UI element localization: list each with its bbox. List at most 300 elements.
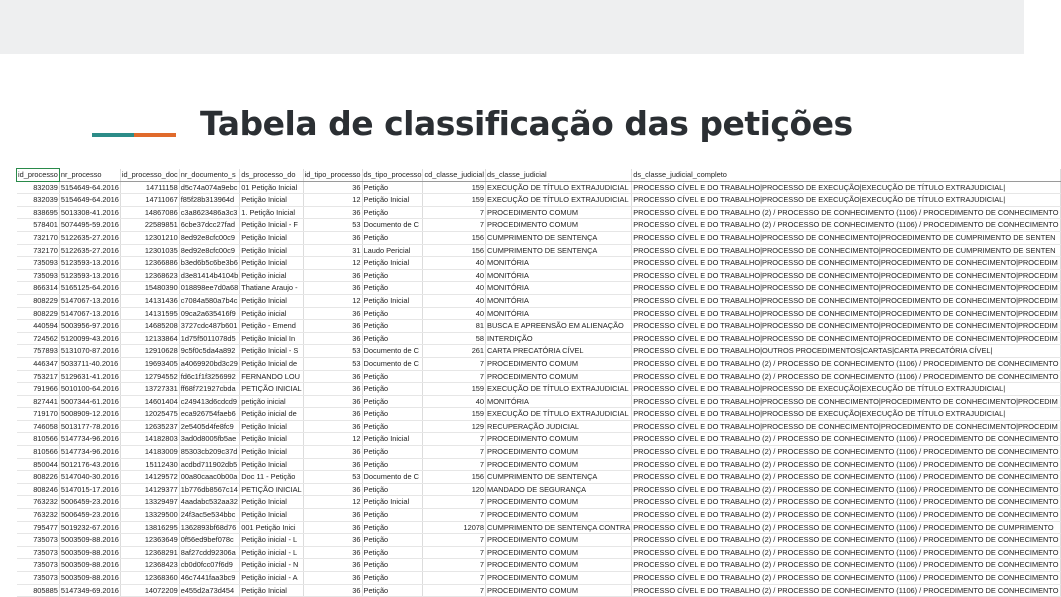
table-cell[interactable]: PROCESSO CÍVEL E DO TRABALHO (2) / PROCESSO DE CONHECIMENTO (1106) / PROCEDIMENTO DE CONHECIMENTO xyxy=(632,559,1060,572)
table-cell[interactable]: 12635237 xyxy=(120,420,179,433)
column-header[interactable]: ds_classe_judicial_completo xyxy=(632,169,1060,182)
table-cell[interactable]: 36 xyxy=(303,408,362,421)
table-cell[interactable]: 795477 xyxy=(17,521,60,534)
table-cell[interactable]: PROCESSO CÍVEL E DO TRABALHO (2) / PROCESSO DE CONHECIMENTO (1106) / PROCEDIMENTO DE CONHECIMENTO xyxy=(632,483,1060,496)
column-header[interactable]: ds_processo_do xyxy=(240,169,303,182)
table-cell[interactable]: 19693405 xyxy=(120,357,179,370)
table-cell[interactable]: Petição inicial - L xyxy=(240,534,303,547)
table-cell[interactable]: 5010100-64.2016 xyxy=(59,383,120,396)
table-cell[interactable]: 36 xyxy=(303,383,362,396)
table-cell[interactable]: 36 xyxy=(303,483,362,496)
table-cell[interactable]: 36 xyxy=(303,446,362,459)
table-cell[interactable]: 14131436 xyxy=(120,294,179,307)
table-cell[interactable]: 7 xyxy=(423,370,486,383)
table-cell[interactable]: 832039 xyxy=(17,194,60,207)
table-cell[interactable]: 5003509-88.2016 xyxy=(59,546,120,559)
table-cell[interactable]: 7 xyxy=(423,584,486,597)
table-cell[interactable]: 827441 xyxy=(17,395,60,408)
table-cell[interactable]: Petição xyxy=(362,206,423,219)
table-cell[interactable]: 001 Petição Inici xyxy=(240,521,303,534)
table-cell[interactable]: 14129572 xyxy=(120,471,179,484)
table-cell[interactable]: CARTA PRECATÓRIA CÍVEL xyxy=(486,345,632,358)
table-cell[interactable]: Petição xyxy=(362,420,423,433)
table-cell[interactable]: Petição Inicial xyxy=(362,257,423,270)
table-cell[interactable]: 5003509-88.2016 xyxy=(59,572,120,585)
table-cell[interactable]: 810566 xyxy=(17,446,60,459)
table-cell[interactable]: 12 xyxy=(303,294,362,307)
table-cell[interactable]: PROCESSO CÍVEL E DO TRABALHO (2) / PROCESSO DE CONHECIMENTO (1106) / PROCEDIMENTO DE CONHECIMENTO xyxy=(632,496,1060,509)
table-cell[interactable]: FERNANDO LOU xyxy=(240,370,303,383)
table-cell[interactable]: 5123593-13.2016 xyxy=(59,257,120,270)
table-cell[interactable]: CUMPRIMENTO DE SENTENÇA xyxy=(486,231,632,244)
table-cell[interactable]: 12368623 xyxy=(120,269,179,282)
table-cell[interactable]: 735073 xyxy=(17,559,60,572)
table-cell[interactable]: 36 xyxy=(303,269,362,282)
table-cell[interactable]: b3ed6b5c6be3b6 xyxy=(179,257,240,270)
table-cell[interactable]: EXECUÇÃO DE TÍTULO EXTRAJUDICIAL xyxy=(486,408,632,421)
table-cell[interactable]: 14867086 xyxy=(120,206,179,219)
table-cell[interactable]: Petição inicial - N xyxy=(240,559,303,572)
table-cell[interactable]: 735093 xyxy=(17,269,60,282)
table-cell[interactable]: Petição Inicial xyxy=(240,509,303,522)
table-cell[interactable]: 12133864 xyxy=(120,332,179,345)
table-cell[interactable]: PROCEDIMENTO COMUM xyxy=(486,433,632,446)
table-cell[interactable]: 36 xyxy=(303,307,362,320)
table-cell[interactable]: Laudo Pericial xyxy=(362,244,423,257)
table-cell[interactable]: PROCESSO CÍVEL E DO TRABALHO (2) / PROCESSO DE CONHECIMENTO (1106) / PROCEDIMENTO DE CONHECIMENTO xyxy=(632,219,1060,232)
table-cell[interactable]: c249413d6cdcd9 xyxy=(179,395,240,408)
table-cell[interactable]: 36 xyxy=(303,458,362,471)
table-cell[interactable]: 5154649-64.2016 xyxy=(59,194,120,207)
column-header[interactable]: cd_classe_judicial xyxy=(423,169,486,182)
table-cell[interactable]: 6cbe37dcc27fad xyxy=(179,219,240,232)
table-cell[interactable]: Petição xyxy=(362,509,423,522)
table-cell[interactable]: 5012176-43.2016 xyxy=(59,458,120,471)
table-cell[interactable]: 5147067-13.2016 xyxy=(59,294,120,307)
table-cell[interactable]: 13329497 xyxy=(120,496,179,509)
table-cell[interactable]: 850044 xyxy=(17,458,60,471)
table-cell[interactable]: PROCEDIMENTO COMUM xyxy=(486,534,632,547)
table-cell[interactable]: PROCESSO CÍVEL E DO TRABALHO|PROCESSO DE CONHECIMENTO|PROCEDIMENTO DE CONHECIMENTO|PROCEDIM xyxy=(632,269,1060,282)
table-cell[interactable]: 5147015-17.2016 xyxy=(59,483,120,496)
table-cell[interactable]: 763232 xyxy=(17,509,60,522)
table-cell[interactable]: 5019232-67.2016 xyxy=(59,521,120,534)
table-cell[interactable]: PROCESSO CÍVEL E DO TRABALHO (2) / PROCESSO DE CONHECIMENTO (1106) / PROCEDIMENTO DE CONHECIMENTO xyxy=(632,458,1060,471)
table-cell[interactable]: 12368360 xyxy=(120,572,179,585)
table-cell[interactable]: 12368291 xyxy=(120,546,179,559)
table-cell[interactable]: 440594 xyxy=(17,320,60,333)
table-cell[interactable]: PROCEDIMENTO COMUM xyxy=(486,370,632,383)
table-cell[interactable]: PROCESSO CÍVEL E DO TRABALHO|PROCESSO DE CONHECIMENTO|PROCEDIMENTO DE CONHECIMENTO|PROCEDIM xyxy=(632,332,1060,345)
table-cell[interactable]: PROCESSO CÍVEL E DO TRABALHO (2) / PROCESSO DE CONHECIMENTO (1106) / PROCEDIMENTO DE CUMPRIMENTO xyxy=(632,521,1060,534)
table-cell[interactable]: Petição inicial de xyxy=(240,408,303,421)
table-cell[interactable]: 159 xyxy=(423,383,486,396)
table-cell[interactable]: 763232 xyxy=(17,496,60,509)
table-cell[interactable]: 735073 xyxy=(17,534,60,547)
column-header[interactable]: nr_processo xyxy=(59,169,120,182)
table-cell[interactable]: Doc 11 - Petição xyxy=(240,471,303,484)
table-cell[interactable]: 40 xyxy=(423,269,486,282)
table-cell[interactable]: Petição xyxy=(362,269,423,282)
table-cell[interactable]: PROCEDIMENTO COMUM xyxy=(486,546,632,559)
table-cell[interactable]: cb0d0fcc07f6d9 xyxy=(179,559,240,572)
table-cell[interactable]: 5147734-96.2016 xyxy=(59,433,120,446)
table-cell[interactable]: Petição xyxy=(362,483,423,496)
column-header[interactable]: id_processo xyxy=(17,169,60,182)
table-cell[interactable]: 36 xyxy=(303,521,362,534)
table-cell[interactable]: 5122635-27.2016 xyxy=(59,244,120,257)
table-cell[interactable]: 866314 xyxy=(17,282,60,295)
table-cell[interactable]: PROCESSO CÍVEL E DO TRABALHO (2) / PROCESSO DE CONHECIMENTO (1106) / PROCEDIMENTO DE CONHECIMENTO xyxy=(632,357,1060,370)
table-cell[interactable]: Petição Inicial xyxy=(362,496,423,509)
table-cell[interactable]: 12301035 xyxy=(120,244,179,257)
table-cell[interactable]: 735093 xyxy=(17,257,60,270)
table-cell[interactable]: CUMPRIMENTO DE SENTENÇA xyxy=(486,471,632,484)
table-cell[interactable]: 7 xyxy=(423,534,486,547)
table-cell[interactable]: 7 xyxy=(423,206,486,219)
table-cell[interactable]: PROCEDIMENTO COMUM xyxy=(486,357,632,370)
table-cell[interactable]: 808226 xyxy=(17,471,60,484)
table-cell[interactable]: Petição xyxy=(362,370,423,383)
table-cell[interactable]: PROCEDIMENTO COMUM xyxy=(486,559,632,572)
table-cell[interactable]: 7 xyxy=(423,446,486,459)
table-cell[interactable]: Petição xyxy=(362,231,423,244)
table-cell[interactable]: 36 xyxy=(303,320,362,333)
table-cell[interactable]: PROCEDIMENTO COMUM xyxy=(486,509,632,522)
table-cell[interactable]: PETIÇÃO INICIAL xyxy=(240,383,303,396)
table-cell[interactable]: 018898ee7d0a68 xyxy=(179,282,240,295)
table-cell[interactable]: MONITÓRIA xyxy=(486,307,632,320)
table-cell[interactable]: 36 xyxy=(303,534,362,547)
table-cell[interactable]: 5013308-41.2016 xyxy=(59,206,120,219)
table-cell[interactable]: PROCESSO CÍVEL E DO TRABALHO|PROCESSO DE CONHECIMENTO|PROCEDIMENTO DE CUMPRIMENTO DE SENTEN xyxy=(632,231,1060,244)
table-cell[interactable]: Petição xyxy=(362,408,423,421)
table-cell[interactable]: 156 xyxy=(423,244,486,257)
table-cell[interactable]: 7 xyxy=(423,546,486,559)
table-cell[interactable]: 12794552 xyxy=(120,370,179,383)
table-cell[interactable]: 261 xyxy=(423,345,486,358)
table-cell[interactable]: Petição inicial - L xyxy=(240,546,303,559)
table-cell[interactable]: Thatiane Araujo - xyxy=(240,282,303,295)
table-cell[interactable]: 805885 xyxy=(17,584,60,597)
table-cell[interactable]: PROCESSO CÍVEL E DO TRABALHO|PROCESSO DE EXECUÇÃO|EXECUÇÃO DE TÍTULO EXTRAJUDICIAL| xyxy=(632,194,1060,207)
table-cell[interactable]: Petição Inicial xyxy=(240,584,303,597)
table-cell[interactable]: 36 xyxy=(303,546,362,559)
table-cell[interactable]: 7 xyxy=(423,219,486,232)
table-cell[interactable]: 7 xyxy=(423,572,486,585)
table-cell[interactable]: PROCESSO CÍVEL E DO TRABALHO (2) / PROCESSO DE CONHECIMENTO (1106) / PROCEDIMENTO DE CONHECIMENTO xyxy=(632,572,1060,585)
table-cell[interactable]: petição inicial xyxy=(240,395,303,408)
table-cell[interactable]: PROCESSO CÍVEL E DO TRABALHO|PROCESSO DE CONHECIMENTO|PROCEDIMENTO DE CONHECIMENTO|PROCEDIM xyxy=(632,282,1060,295)
table-cell[interactable]: 36 xyxy=(303,332,362,345)
table-cell[interactable]: 53 xyxy=(303,345,362,358)
table-cell[interactable]: PROCESSO CÍVEL E DO TRABALHO (2) / PROCESSO DE CONHECIMENTO (1106) / PROCEDIMENTO DE CONHECIMENTO xyxy=(632,370,1060,383)
table-cell[interactable]: 757893 xyxy=(17,345,60,358)
table-cell[interactable]: 9c5f0c5da4a892 xyxy=(179,345,240,358)
table-cell[interactable]: fd6c1f1f3256992 xyxy=(179,370,240,383)
table-cell[interactable]: 7 xyxy=(423,433,486,446)
table-cell[interactable]: 159 xyxy=(423,181,486,194)
table-cell[interactable]: c7084a580a7b4c xyxy=(179,294,240,307)
table-cell[interactable]: 14129377 xyxy=(120,483,179,496)
table-cell[interactable]: 14072209 xyxy=(120,584,179,597)
table-cell[interactable]: 1d75f5011078d5 xyxy=(179,332,240,345)
table-cell[interactable]: Petição Inicial xyxy=(240,458,303,471)
table-cell[interactable]: 791966 xyxy=(17,383,60,396)
table-cell[interactable]: MONITÓRIA xyxy=(486,257,632,270)
table-cell[interactable]: 36 xyxy=(303,370,362,383)
table-cell[interactable]: 14183009 xyxy=(120,446,179,459)
table-cell[interactable]: ff68f721927cbda xyxy=(179,383,240,396)
table-cell[interactable]: f85f28b313964d xyxy=(179,194,240,207)
table-cell[interactable]: 5120099-43.2016 xyxy=(59,332,120,345)
table-cell[interactable]: 3727cdc487b601 xyxy=(179,320,240,333)
table-cell[interactable]: 36 xyxy=(303,181,362,194)
table-cell[interactable]: 12363649 xyxy=(120,534,179,547)
table-cell[interactable]: Petição Inicial xyxy=(362,194,423,207)
table-cell[interactable]: Petição Inicial xyxy=(362,433,423,446)
table-cell[interactable]: Petição Inicial xyxy=(240,420,303,433)
table-cell[interactable]: Petição Inicial xyxy=(362,294,423,307)
table-cell[interactable]: RECUPERAÇÃO JUDICIAL xyxy=(486,420,632,433)
table-cell[interactable]: 40 xyxy=(423,395,486,408)
table-cell[interactable]: 732170 xyxy=(17,231,60,244)
table-cell[interactable]: 36 xyxy=(303,509,362,522)
table-cell[interactable]: PROCEDIMENTO COMUM xyxy=(486,584,632,597)
table-cell[interactable]: 36 xyxy=(303,559,362,572)
table-cell[interactable]: Petição Inicial de xyxy=(240,357,303,370)
table-cell[interactable]: PROCESSO CÍVEL E DO TRABALHO (2) / PROCESSO DE CONHECIMENTO (1106) / PROCEDIMENTO DE CONHECIMENTO xyxy=(632,534,1060,547)
table-cell[interactable]: 5007344-61.2016 xyxy=(59,395,120,408)
table-cell[interactable]: 14601404 xyxy=(120,395,179,408)
table-cell[interactable]: 446347 xyxy=(17,357,60,370)
table-cell[interactable]: PROCESSO CÍVEL E DO TRABALHO (2) / PROCESSO DE CONHECIMENTO (1106) / PROCEDIMENTO DE CONHECIMENTO xyxy=(632,446,1060,459)
table-cell[interactable]: MONITÓRIA xyxy=(486,294,632,307)
table-cell[interactable]: 746058 xyxy=(17,420,60,433)
table-cell[interactable]: MONITÓRIA xyxy=(486,282,632,295)
table-cell[interactable]: Documento de C xyxy=(362,471,423,484)
table-cell[interactable]: CUMPRIMENTO DE SENTENÇA CONTRA xyxy=(486,521,632,534)
table-cell[interactable]: c3a8623486a3c3 xyxy=(179,206,240,219)
table-cell[interactable]: 7 xyxy=(423,458,486,471)
table-cell[interactable]: 8ed92e8cfc00c9 xyxy=(179,244,240,257)
table-cell[interactable]: 53 xyxy=(303,471,362,484)
table-cell[interactable]: 5147067-13.2016 xyxy=(59,307,120,320)
table-cell[interactable]: 15112430 xyxy=(120,458,179,471)
table-cell[interactable]: 5006459-23.2016 xyxy=(59,496,120,509)
table-cell[interactable]: 12910628 xyxy=(120,345,179,358)
table-cell[interactable]: 13329500 xyxy=(120,509,179,522)
table-cell[interactable]: 13727331 xyxy=(120,383,179,396)
table-cell[interactable]: Petição xyxy=(362,572,423,585)
table-cell[interactable]: 36 xyxy=(303,572,362,585)
table-cell[interactable]: 732170 xyxy=(17,244,60,257)
table-cell[interactable]: 2e5405d4fe8fc9 xyxy=(179,420,240,433)
table-cell[interactable]: 5003956-97.2016 xyxy=(59,320,120,333)
table-cell[interactable]: PROCESSO CÍVEL E DO TRABALHO (2) / PROCESSO DE CONHECIMENTO (1106) / PROCEDIMENTO DE CONHECIMENTO xyxy=(632,546,1060,559)
table-cell[interactable]: 735073 xyxy=(17,572,60,585)
table-cell[interactable]: 5147734-96.2016 xyxy=(59,446,120,459)
table-cell[interactable]: 7 xyxy=(423,509,486,522)
table-cell[interactable]: 808229 xyxy=(17,307,60,320)
table-cell[interactable]: 12368423 xyxy=(120,559,179,572)
table-cell[interactable]: PROCESSO CÍVEL E DO TRABALHO|OUTROS PROCEDIMENTOS|CARTAS|CARTA PRECATÓRIA CÍVEL| xyxy=(632,345,1060,358)
table-cell[interactable]: Petição xyxy=(362,446,423,459)
table-cell[interactable]: 14182803 xyxy=(120,433,179,446)
table-cell[interactable]: 81 xyxy=(423,320,486,333)
table-cell[interactable]: MONITÓRIA xyxy=(486,269,632,282)
column-header[interactable]: ds_classe_judicial xyxy=(486,169,632,182)
table-cell[interactable]: 578401 xyxy=(17,219,60,232)
table-cell[interactable]: Petição xyxy=(362,521,423,534)
table-cell[interactable]: EXECUÇÃO DE TÍTULO EXTRAJUDICIAL xyxy=(486,383,632,396)
table-cell[interactable]: 5033711-40.2016 xyxy=(59,357,120,370)
table-cell[interactable]: 7 xyxy=(423,559,486,572)
table-cell[interactable]: PROCEDIMENTO COMUM xyxy=(486,496,632,509)
table-cell[interactable]: Petição xyxy=(362,584,423,597)
table-cell[interactable]: 46c7441faa3bc9 xyxy=(179,572,240,585)
table-cell[interactable]: 838695 xyxy=(17,206,60,219)
table-cell[interactable]: 40 xyxy=(423,307,486,320)
table-cell[interactable]: 12366886 xyxy=(120,257,179,270)
table-cell[interactable]: d3e81414b4104b xyxy=(179,269,240,282)
table-cell[interactable]: PROCEDIMENTO COMUM xyxy=(486,446,632,459)
table-cell[interactable]: Petição xyxy=(362,181,423,194)
table-cell[interactable]: Documento de C xyxy=(362,357,423,370)
table-cell[interactable]: 22589851 xyxy=(120,219,179,232)
table-cell[interactable]: PROCESSO CÍVEL E DO TRABALHO (2) / PROCESSO DE CONHECIMENTO (1106) / PROCEDIMENTO DE CONHECIMENTO xyxy=(632,509,1060,522)
table-cell[interactable]: Petição xyxy=(362,332,423,345)
table-cell[interactable]: 5154649-64.2016 xyxy=(59,181,120,194)
table-cell[interactable]: Petição xyxy=(362,383,423,396)
table-cell[interactable]: 5008909-12.2016 xyxy=(59,408,120,421)
table-cell[interactable]: 156 xyxy=(423,231,486,244)
table-cell[interactable]: 36 xyxy=(303,420,362,433)
table-cell[interactable]: 36 xyxy=(303,395,362,408)
table-cell[interactable]: 12 xyxy=(303,257,362,270)
table-cell[interactable]: MONITÓRIA xyxy=(486,395,632,408)
table-cell[interactable]: 01 Petição Inicial xyxy=(240,181,303,194)
table-cell[interactable]: CUMPRIMENTO DE SENTENÇA xyxy=(486,244,632,257)
table-cell[interactable]: PROCESSO CÍVEL E DO TRABALHO|PROCESSO DE CONHECIMENTO|PROCEDIMENTO DE CONHECIMENTO|PROCEDIM xyxy=(632,307,1060,320)
table-cell[interactable]: 36 xyxy=(303,206,362,219)
table-cell[interactable]: 808229 xyxy=(17,294,60,307)
table-cell[interactable]: Petição Inicial xyxy=(240,496,303,509)
table-cell[interactable]: 5122635-27.2016 xyxy=(59,231,120,244)
column-header[interactable]: id_tipo_processo xyxy=(303,169,362,182)
table-cell[interactable]: 12 xyxy=(303,194,362,207)
table-cell[interactable]: 1b776db8567c14 xyxy=(179,483,240,496)
table-cell[interactable]: PROCEDIMENTO COMUM xyxy=(486,458,632,471)
table-cell[interactable]: PROCESSO CÍVEL E DO TRABALHO|PROCESSO DE CONHECIMENTO|PROCEDIMENTO DE CONHECIMENTO|PROCEDIM xyxy=(632,395,1060,408)
table-cell[interactable]: Petição xyxy=(362,534,423,547)
table-cell[interactable]: 3ad0d8005fb5ae xyxy=(179,433,240,446)
table-cell[interactable]: PROCESSO CÍVEL E DO TRABALHO|PROCESSO DE EXECUÇÃO|EXECUÇÃO DE TÍTULO EXTRAJUDICIAL| xyxy=(632,408,1060,421)
table-cell[interactable]: 810566 xyxy=(17,433,60,446)
table-cell[interactable]: PROCESSO CÍVEL E DO TRABALHO|PROCESSO DE EXECUÇÃO|EXECUÇÃO DE TÍTULO EXTRAJUDICIAL| xyxy=(632,383,1060,396)
table-cell[interactable]: 13816295 xyxy=(120,521,179,534)
table-cell[interactable]: PROCESSO CÍVEL E DO TRABALHO|PROCESSO DE CONHECIMENTO|PROCEDIMENTO DE CONHECIMENTO|PROCEDIM xyxy=(632,294,1060,307)
table-cell[interactable]: Petição xyxy=(362,458,423,471)
column-header[interactable]: id_processo_doc xyxy=(120,169,179,182)
table-cell[interactable]: 8af27cdd92306a xyxy=(179,546,240,559)
table-cell[interactable]: 832039 xyxy=(17,181,60,194)
table-cell[interactable]: 40 xyxy=(423,294,486,307)
table-cell[interactable]: Documento de C xyxy=(362,219,423,232)
table-cell[interactable]: 719170 xyxy=(17,408,60,421)
table-cell[interactable]: PROCESSO CÍVEL E DO TRABALHO|PROCESSO DE CONHECIMENTO|PROCEDIMENTO DE CONHECIMENTO|PROCEDIM xyxy=(632,320,1060,333)
table-cell[interactable]: 753217 xyxy=(17,370,60,383)
table-cell[interactable]: 5147349-69.2016 xyxy=(59,584,120,597)
table-cell[interactable]: 120 xyxy=(423,483,486,496)
table-cell[interactable]: Petição xyxy=(362,559,423,572)
table-cell[interactable]: Documento de C xyxy=(362,345,423,358)
table-cell[interactable]: 5165125-64.2016 xyxy=(59,282,120,295)
table-cell[interactable]: 5147040-30.2016 xyxy=(59,471,120,484)
table-cell[interactable]: Petição inicial - A xyxy=(240,572,303,585)
table-cell[interactable]: 14131595 xyxy=(120,307,179,320)
table-cell[interactable]: 1362893bf68d76 xyxy=(179,521,240,534)
table-cell[interactable]: PETIÇÃO INICIAL xyxy=(240,483,303,496)
column-header[interactable]: ds_tipo_processo xyxy=(362,169,423,182)
table-cell[interactable]: 36 xyxy=(303,231,362,244)
table-cell[interactable]: 159 xyxy=(423,408,486,421)
table-cell[interactable]: 85303cb209c37d xyxy=(179,446,240,459)
table-cell[interactable]: 24f3ac5e534bbc xyxy=(179,509,240,522)
table-cell[interactable]: 5003509-88.2016 xyxy=(59,534,120,547)
table-cell[interactable]: 14685208 xyxy=(120,320,179,333)
table-cell[interactable]: Petição xyxy=(362,395,423,408)
table-cell[interactable]: PROCESSO CÍVEL E DO TRABALHO (2) / PROCESSO DE CONHECIMENTO (1106) / PROCEDIMENTO DE CONHECIMENTO xyxy=(632,433,1060,446)
table-cell[interactable]: Petição xyxy=(362,307,423,320)
table-cell[interactable]: 5003509-88.2016 xyxy=(59,559,120,572)
table-cell[interactable]: 14711067 xyxy=(120,194,179,207)
table-cell[interactable]: MANDADO DE SEGURANÇA xyxy=(486,483,632,496)
table-cell[interactable]: 5006459-23.2016 xyxy=(59,509,120,522)
table-cell[interactable]: Petição Inicial xyxy=(240,446,303,459)
table-cell[interactable]: 735073 xyxy=(17,546,60,559)
table-cell[interactable]: 7 xyxy=(423,496,486,509)
table-cell[interactable]: 159 xyxy=(423,194,486,207)
table-cell[interactable]: 12301210 xyxy=(120,231,179,244)
table-cell[interactable]: PROCESSO CÍVEL E DO TRABALHO|PROCESSO DE CONHECIMENTO|PROCEDIMENTO DE CONHECIMENTO|PROCEDIM xyxy=(632,257,1060,270)
table-cell[interactable]: 09ca2a635416f9 xyxy=(179,307,240,320)
table-cell[interactable]: 15480390 xyxy=(120,282,179,295)
table-cell[interactable]: 7 xyxy=(423,357,486,370)
table-cell[interactable]: PROCESSO CÍVEL E DO TRABALHO|PROCESSO DE CONHECIMENTO|PROCEDIMENTO DE CUMPRIMENTO DE SENTEN xyxy=(632,244,1060,257)
table-cell[interactable]: INTERDIÇÃO xyxy=(486,332,632,345)
table-cell[interactable]: PROCEDIMENTO COMUM xyxy=(486,219,632,232)
table-cell[interactable]: acdbd711902db5 xyxy=(179,458,240,471)
table-cell[interactable]: BUSCA E APREENSÃO EM ALIENAÇÃO xyxy=(486,320,632,333)
table-cell[interactable]: 8ed92e8cfc00c9 xyxy=(179,231,240,244)
table-cell[interactable]: Petição xyxy=(362,546,423,559)
table-cell[interactable]: Petição - Emend xyxy=(240,320,303,333)
table-cell[interactable]: 5131070-87.2016 xyxy=(59,345,120,358)
table-cell[interactable]: EXECUÇÃO DE TÍTULO EXTRAJUDICIAL xyxy=(486,181,632,194)
table-cell[interactable]: d5c74a074a9ebc xyxy=(179,181,240,194)
table-cell[interactable]: 58 xyxy=(423,332,486,345)
table-cell[interactable]: Petição Inicial xyxy=(240,231,303,244)
table-cell[interactable]: e455d2a73d454 xyxy=(179,584,240,597)
table-cell[interactable]: PROCESSO CÍVEL E DO TRABALHO (2) / PROCESSO DE CONHECIMENTO (1106) / PROCEDIMENTO DE CONHECIMENTO xyxy=(632,471,1060,484)
table-cell[interactable]: 5129631-41.2016 xyxy=(59,370,120,383)
table-cell[interactable]: Petição Inicial xyxy=(240,244,303,257)
table-cell[interactable]: PROCEDIMENTO COMUM xyxy=(486,572,632,585)
table-cell[interactable]: 5013177-78.2016 xyxy=(59,420,120,433)
table-cell[interactable]: 808246 xyxy=(17,483,60,496)
table-cell[interactable]: PROCESSO CÍVEL E DO TRABALHO|PROCESSO DE CONHECIMENTO|PROCEDIMENTO DE CONHECIMENTO|PROCEDIM xyxy=(632,420,1060,433)
